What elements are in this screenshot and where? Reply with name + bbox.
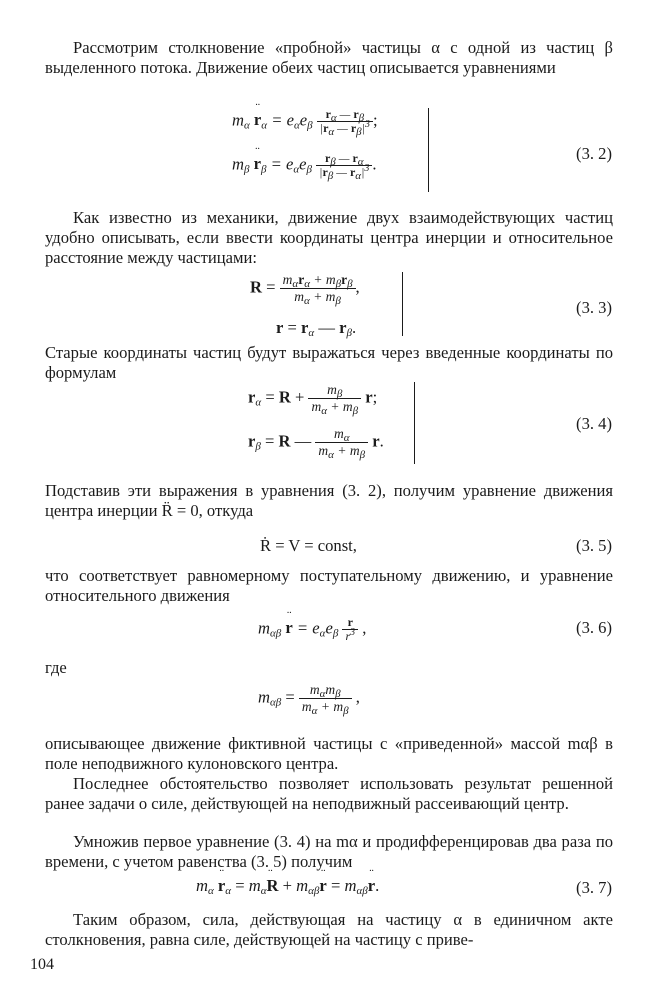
equation-number-3-6: (3. 6) bbox=[576, 618, 612, 637]
page-number: 104 bbox=[30, 956, 54, 973]
equation-3-3-line-1: R = $\frac{m_\alpha r_\alpha + m_\beta r_\beta}{m_\alpha + m_\beta}$ , bbox=[250, 272, 360, 307]
equation-number-3-4: (3. 4) bbox=[576, 414, 612, 433]
equation-3-3-line-2: $r = r_\alpha$ — $r_\beta$. bbox=[276, 318, 357, 339]
paragraph-4: Подставив эти выражения в уравнения (3. 2), получим уравнение движения центра инерции R̈ = 0, откуда bbox=[45, 481, 613, 520]
equation-3-5: Ṙ = V = const, bbox=[260, 536, 357, 555]
paragraph-2: Как известно из механики, движение двух взаимодействующих частиц удобно описывать, если ввести координаты центра инерции и относительное расстояние между частицами: bbox=[45, 208, 613, 267]
paragraph-6: где bbox=[45, 658, 67, 677]
equation-reduced-mass: $m_{\alpha\beta}$ = $\frac{m_\alpha m_\beta}{m_\alpha + m_\beta}$ , bbox=[258, 682, 360, 717]
equation-3-2-line-1: $m_\alpha \cdot\cdot r_\alpha = e_\alpha e_\beta$ $\frac{r_\alpha — r_\beta}{|r_\alpha — r_\beta|^3}$ ; bbox=[232, 108, 378, 135]
paragraph-9: Умножив первое уравнение (3. 4) на mα и продифференцировав два раза по времени, с учетом равенства (3. 5) получим bbox=[45, 832, 613, 871]
equation-number-3-3: (3. 3) bbox=[576, 298, 612, 317]
equation-brace bbox=[428, 108, 429, 192]
paragraph-10: Таким образом, сила, действующая на частицу α в единичном акте столкновения, равна силе, действующей на частицу с приве- bbox=[45, 910, 613, 949]
equation-brace bbox=[414, 382, 415, 464]
equation-number-3-7: (3. 7) bbox=[576, 878, 612, 897]
equation-brace bbox=[402, 272, 403, 336]
equation-3-2-line-2: $m_\beta \cdot\cdot r_\beta = e_\alpha e_\beta$ $\frac{r_\beta — r_\alpha}{|r_\beta — r_\alpha|^3}$ . bbox=[232, 152, 377, 179]
equation-number-3-2: (3. 2) bbox=[576, 144, 612, 163]
equation-3-6: $m_{\alpha\beta} \cdot\cdot r = e_\alpha e_\beta$ $\frac{r}{r^3}$ , bbox=[258, 616, 366, 643]
paragraph-1: Рассмотрим столкновение «пробной» частицы α с одной из частиц β выделенного потока. Движение обеих частиц описывается уравнениями bbox=[45, 38, 613, 77]
paragraph-5: что соответствует равномерному поступательному движению, и уравнение относительного движения bbox=[45, 566, 613, 605]
paragraph-3: Старые координаты частиц будут выражаться через введенные координаты по формулам bbox=[45, 343, 613, 382]
paragraph-8: Последнее обстоятельство позволяет использовать результат решенной ранее задачи о силе, действующей на неподвижный рассеивающий центр. bbox=[45, 774, 613, 813]
paragraph-7: описывающее движение фиктивной частицы с «приведенной» массой mαβ в поле неподвижного кулоновского центра. bbox=[45, 734, 613, 773]
equation-3-7: $m_\alpha \cdot\cdot r_\alpha = m_\alpha\cdot\cdot R + m_{\alpha\beta}\cdot\cdot r = m_{\alpha\beta}\cdot\cdot r$. bbox=[196, 876, 379, 896]
equation-number-3-5: (3. 5) bbox=[576, 536, 612, 555]
equation-3-4-line-2: $r_\beta = R$ — $\frac{m_\alpha}{m_\alpha + m_\beta}$ r. bbox=[248, 426, 384, 461]
equation-3-4-line-1: $r_\alpha = R$ + $\frac{m_\beta}{m_\alpha + m_\beta}$ r; bbox=[248, 382, 378, 417]
